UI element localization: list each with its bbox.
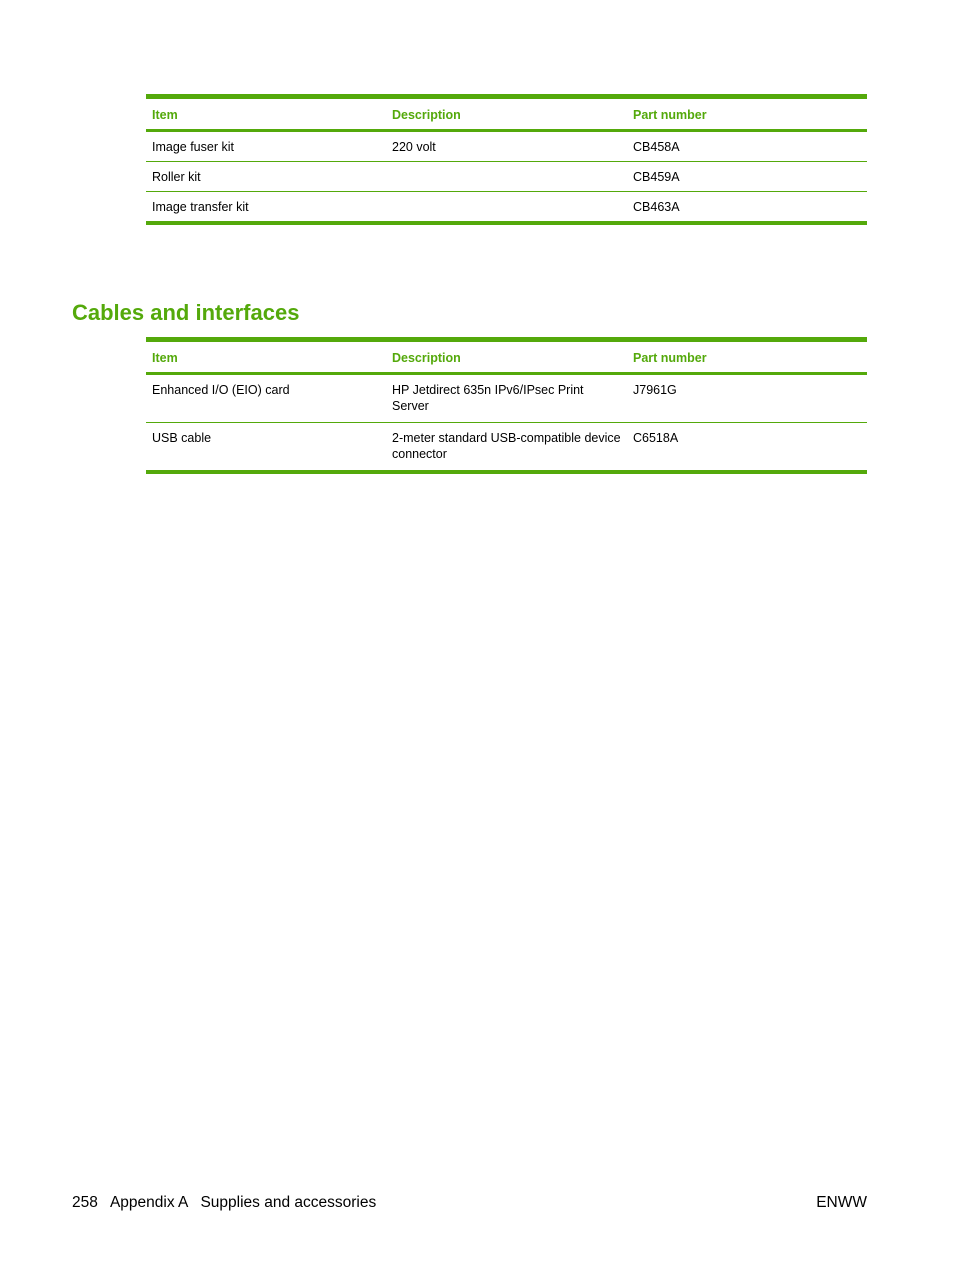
cell-item: Image fuser kit: [146, 131, 386, 162]
cell-description: 220 volt: [386, 131, 627, 162]
table-row: [146, 131, 867, 162]
chapter-title: Supplies and accessories: [200, 1194, 377, 1211]
cell-item: Enhanced I/O (EIO) card: [146, 374, 386, 423]
page-number: 258: [72, 1194, 98, 1211]
supplies-table: [146, 94, 867, 225]
cell-description: HP Jetdirect 635n IPv6/IPsec Print Server: [386, 374, 627, 423]
column-header-description: Description: [386, 340, 627, 374]
column-header-description: Description: [386, 97, 627, 131]
cell-description: 2-meter standard USB-compatible device connector: [386, 423, 627, 473]
page-footer-left: [72, 1193, 376, 1213]
table-row: [146, 374, 867, 423]
cell-part-number: CB463A: [627, 192, 867, 224]
page-footer-right: ENWW: [816, 1194, 867, 1211]
appendix-label: Appendix A: [109, 1194, 188, 1211]
cell-item: USB cable: [146, 423, 386, 473]
column-header-item: Item: [146, 340, 386, 374]
cell-description: [386, 192, 627, 224]
cell-part-number: CB459A: [627, 162, 867, 192]
cell-item: Image transfer kit: [146, 192, 386, 224]
table-header-row: [146, 97, 867, 131]
cell-item: Roller kit: [146, 162, 386, 192]
section-title: Cables and interfaces: [72, 300, 300, 325]
table-row: [146, 192, 867, 224]
table-row: [146, 423, 867, 473]
column-header-part-number: Part number: [627, 340, 867, 374]
cell-part-number: CB458A: [627, 131, 867, 162]
cell-part-number: J7961G: [627, 374, 867, 423]
cell-description: [386, 162, 627, 192]
cables-table: [146, 337, 867, 474]
table-header-row: [146, 340, 867, 374]
table-row: [146, 162, 867, 192]
column-header-part-number: Part number: [627, 97, 867, 131]
column-header-item: Item: [146, 97, 386, 131]
cell-part-number: C6518A: [627, 423, 867, 473]
